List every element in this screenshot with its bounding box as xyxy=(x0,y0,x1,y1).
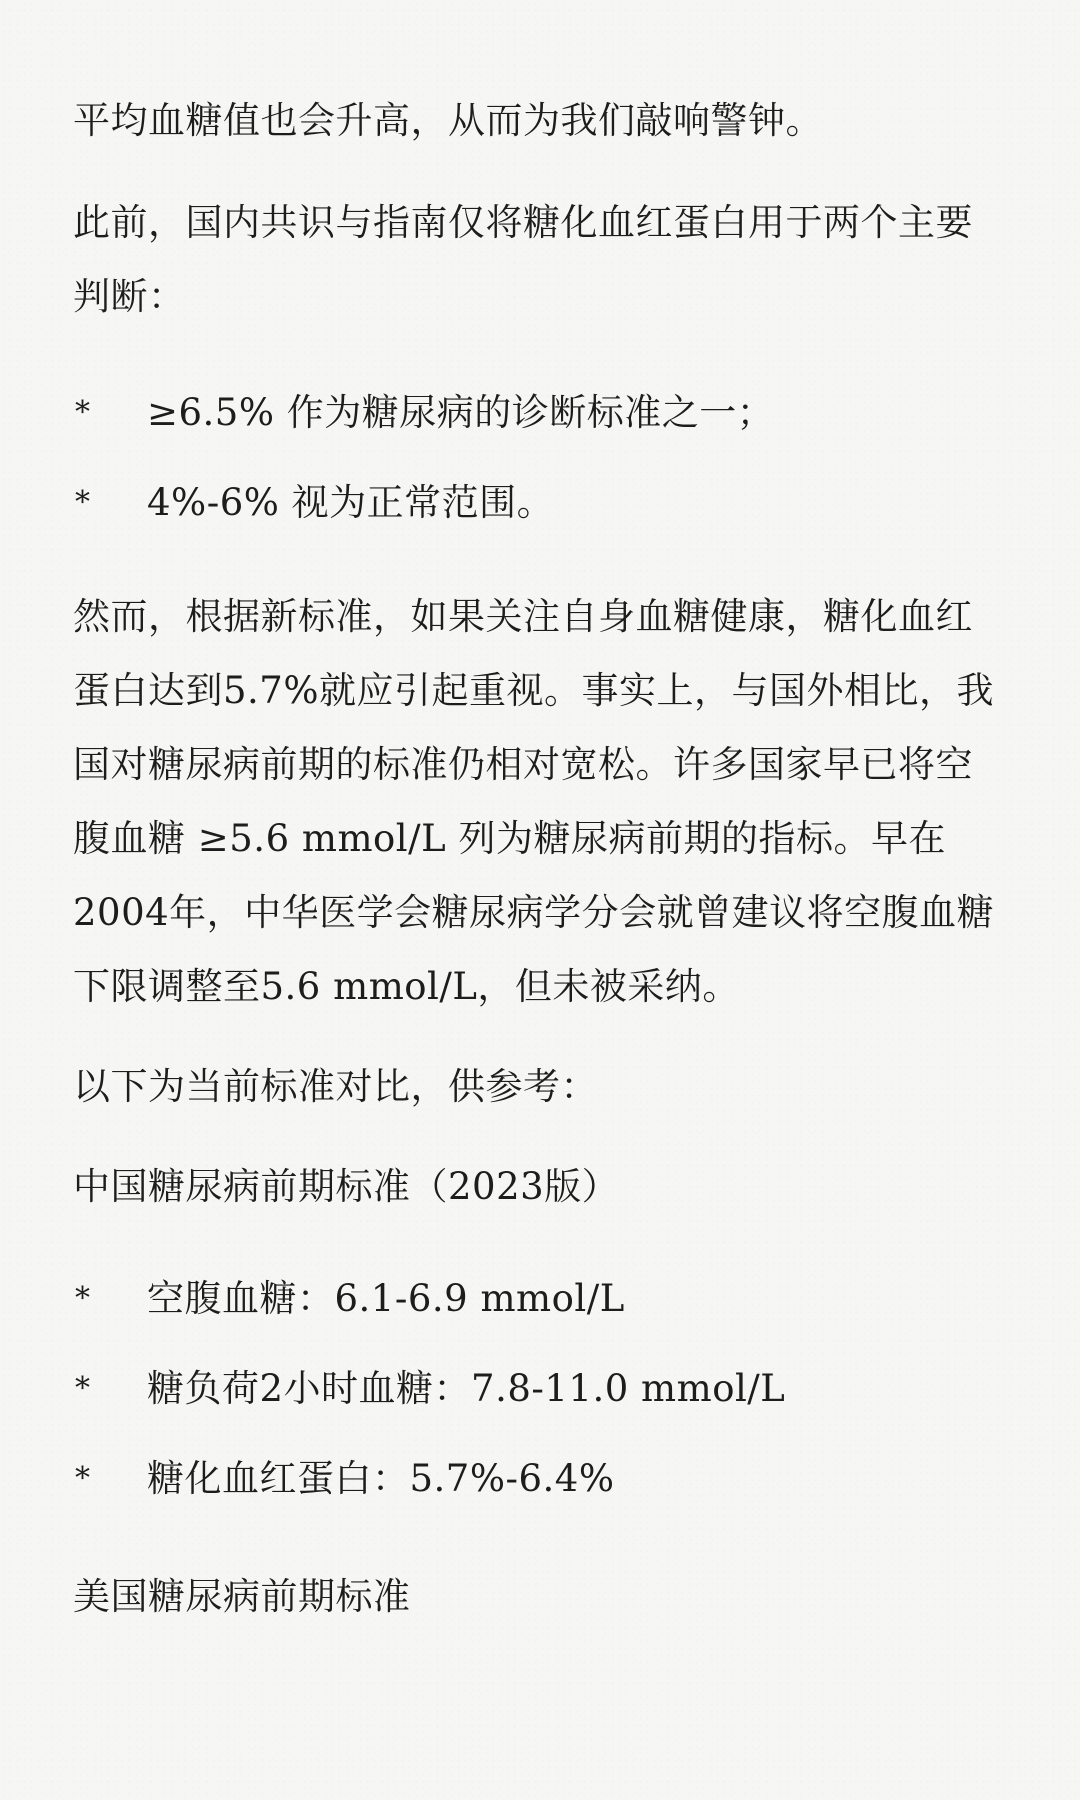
china-criteria-list xyxy=(73,1262,1007,1516)
prior-criteria-list xyxy=(73,376,1007,540)
list-item-text: 糖化血红蛋白：5.7%-6.4% xyxy=(147,1457,615,1500)
paragraph-prior-guidelines: 此前，国内共识与指南仅将糖化血红蛋白用于两个主要判断： xyxy=(73,201,973,318)
paragraph-new-standard: 然而，根据新标准，如果关注自身血糖健康，糖化血红蛋白达到5.7%就应引起重视。事实上，与国外相比，我国对糖尿病前期的标准仍相对宽松。许多国家早已将空腹血糖 ≥5.6 mmol/L 列为糖尿病前期的指标。早在2004年，中华医学会糖尿病学分会就曾建议将空腹血糖下限调整至5.6 mmol/L，但未被采纳。 xyxy=(73,595,995,1008)
bullet-star-icon: * xyxy=(75,1281,91,1316)
list-item-text: 空腹血糖：6.1-6.9 mmol/L xyxy=(147,1277,625,1320)
list-item xyxy=(73,1352,1007,1426)
heading-us-standard: 美国糖尿病前期标准 xyxy=(73,1575,411,1618)
list-item-text: ≥6.5% 作为糖尿病的诊断标准之一； xyxy=(147,391,775,434)
list-item xyxy=(73,1262,1007,1336)
bullet-star-icon: * xyxy=(75,1371,91,1406)
list-item xyxy=(73,466,1007,540)
paragraph-intro-end: 平均血糖值也会升高，从而为我们敲响警钟。 xyxy=(73,99,823,142)
list-item-text: 4%-6% 视为正常范围。 xyxy=(147,481,555,524)
heading-china-standard: 中国糖尿病前期标准（2023版） xyxy=(73,1165,620,1208)
list-item xyxy=(73,1442,1007,1516)
list-item xyxy=(73,376,1007,450)
bullet-star-icon: * xyxy=(75,1461,91,1496)
bullet-star-icon: * xyxy=(75,395,91,430)
bullet-star-icon: * xyxy=(75,485,91,520)
paragraph-comparison-intro: 以下为当前标准对比，供参考： xyxy=(73,1065,598,1108)
list-item-text: 糖负荷2小时血糖：7.8-11.0 mmol/L xyxy=(147,1367,786,1410)
